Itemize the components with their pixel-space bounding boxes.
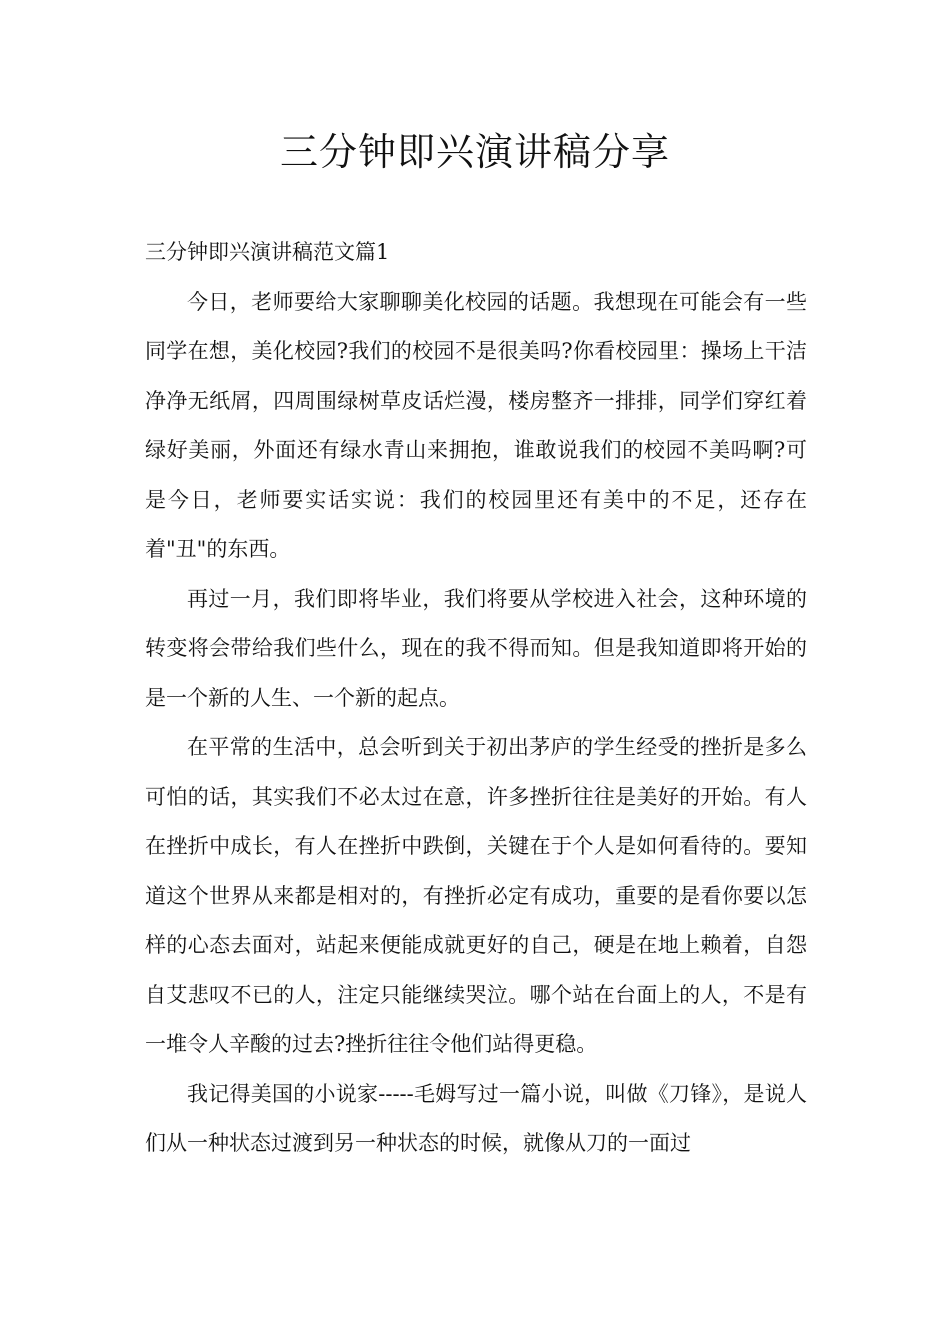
section-subheading: 三分钟即兴演讲稿范文篇1 [145, 240, 390, 264]
paragraph-1: 今日，老师要给大家聊聊美化校园的话题。我想现在可能会有一些同学在想，美化校园?我们的校园不是很美吗?你看校园里：操场上干洁净净无纸屑，四周围绿树草皮话烂漫，楼房整齐一排排，同学们穿红着绿好美丽，外面还有绿水青山来拥抱，谁敢说我们的校园不美吗啊?可是今日，老师要实话实说：我们的校园里还有美中的不足，还存在着"丑"的东西。 [145, 289, 807, 561]
paragraph-2: 再过一月，我们即将毕业，我们将要从学校进入社会，这种环境的转变将会带给我们些什么，现在的我不得而知。但是我知道即将开始的是一个新的人生、一个新的起点。 [145, 586, 807, 710]
paragraph-4: 我记得美国的小说家-----毛姆写过一篇小说，叫做《刀锋》，是说人们从一种状态过渡到另一种状态的时候，就像从刀的一面过 [145, 1081, 807, 1155]
paragraph-3: 在平常的生活中，总会听到关于初出茅庐的学生经受的挫折是多么可怕的话，其实我们不必太过在意，许多挫折往往是美好的开始。有人在挫折中成长，有人在挫折中跌倒，关键在于个人是如何看待的。要知道这个世界从来都是相对的，有挫折必定有成功，重要的是看你要以怎样的心态去面对，站起来便能成就更好的自己，硬是在地上赖着，自怨自艾悲叹不已的人，注定只能继续哭泣。哪个站在台面上的人，不是有一堆令人辛酸的过去?挫折往往令他们站得更稳。 [145, 735, 807, 1056]
document-title: 三分钟即兴演讲稿分享 [279, 130, 670, 174]
document-body [145, 228, 807, 1169]
